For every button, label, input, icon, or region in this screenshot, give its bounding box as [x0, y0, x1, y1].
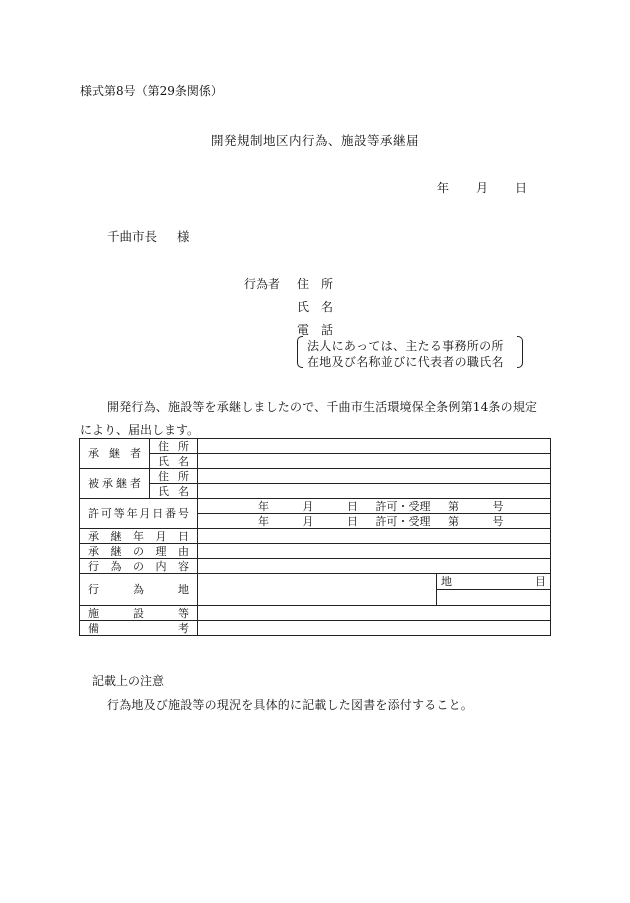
form-number: 様式第8号（第29条関係）: [80, 84, 223, 98]
table-row: [80, 529, 551, 544]
successor-address-label: 住所: [150, 439, 198, 454]
permit-year: 年: [258, 499, 269, 513]
facilities-field[interactable]: [198, 606, 551, 621]
predecessor-address-field[interactable]: [198, 469, 551, 484]
notes-heading: 記載上の注意: [92, 674, 165, 688]
applicant-label: 行為者: [244, 277, 281, 291]
table-row: [80, 484, 551, 499]
land-category-label-1: 地: [441, 575, 452, 588]
remarks-label: 備考: [80, 621, 198, 636]
table-row: [80, 621, 551, 636]
corporate-note-line2: 在地及び名称並びに代表者の職氏名: [307, 355, 504, 369]
permit-number-suffix: 号: [492, 499, 504, 513]
table-row: [80, 544, 551, 559]
permit-day: 日: [347, 514, 358, 528]
left-bracket: [297, 336, 303, 368]
successor-label: 承継者: [80, 439, 150, 469]
land-category: [437, 574, 550, 605]
table-row: [80, 606, 551, 621]
successor-address-field[interactable]: [198, 439, 551, 454]
corporate-note: [297, 336, 523, 368]
action-content-label: 行為の内容: [80, 559, 198, 574]
permit-year: 年: [258, 514, 269, 528]
permit-number-prefix: 第: [448, 499, 459, 513]
date-day-label: 日: [515, 181, 528, 195]
permit-row-1[interactable]: [198, 499, 551, 514]
land-category-label-2: 目: [535, 575, 546, 588]
applicant-phone-label: 電 話: [297, 323, 334, 337]
notes-body: 行為地及び施設等の現況を具体的に記載した図書を添付すること。: [107, 698, 474, 712]
permit-month: 月: [302, 499, 314, 513]
date-year-label: 年: [437, 181, 450, 195]
permit-number-prefix: 第: [448, 514, 459, 528]
form-table: [79, 438, 551, 636]
date-month-label: 月: [476, 181, 489, 195]
remarks-field[interactable]: [198, 621, 551, 636]
table-row: [80, 439, 551, 454]
right-bracket: [517, 336, 523, 368]
table-row: [80, 454, 551, 469]
succession-date-label: 承継年月日: [80, 529, 198, 544]
action-site-cell: [198, 574, 551, 606]
permit-type: 許可・受理: [375, 514, 431, 528]
statement-line2: により、届出します。: [80, 423, 200, 437]
action-content-field[interactable]: [198, 559, 551, 574]
document-title: 開発規制地区内行為、施設等承継届: [210, 133, 419, 148]
applicant-name-label: 氏 名: [297, 300, 334, 314]
table-row: [80, 499, 551, 514]
successor-name-field[interactable]: [198, 454, 551, 469]
addressee-honorific: 様: [177, 229, 190, 244]
corporate-note-line1: 法人にあっては、主たる事務所の所: [307, 339, 504, 353]
predecessor-label: 被承継者: [80, 469, 150, 499]
statement-line1: 開発行為、施設等を承継しましたので、千曲市生活環境保全条例第14条の規定: [107, 400, 538, 414]
applicant-address-label: 住 所: [297, 277, 334, 291]
permit-row-2[interactable]: [198, 514, 551, 529]
action-site-field[interactable]: [198, 574, 437, 605]
facilities-label: 施設等: [80, 606, 198, 621]
permit-day: 日: [347, 499, 358, 513]
addressee: [107, 227, 190, 245]
predecessor-address-label: 住所: [150, 469, 198, 484]
predecessor-name-field[interactable]: [198, 484, 551, 499]
permit-type: 許可・受理: [375, 499, 431, 513]
succession-reason-field[interactable]: [198, 544, 551, 559]
successor-name-label: 氏名: [150, 454, 198, 469]
table-row: [80, 559, 551, 574]
table-row: [80, 574, 551, 606]
permit-number-suffix: 号: [492, 514, 504, 528]
addressee-name: 千曲市長: [107, 229, 158, 244]
permit-label: 許可等年月日番号: [80, 499, 198, 529]
table-row: [80, 469, 551, 484]
action-site-label: 行為地: [80, 574, 198, 606]
permit-month: 月: [302, 514, 314, 528]
succession-date-field[interactable]: [198, 529, 551, 544]
predecessor-name-label: 氏名: [150, 484, 198, 499]
succession-reason-label: 承継の理由: [80, 544, 198, 559]
land-category-field[interactable]: [437, 590, 550, 605]
